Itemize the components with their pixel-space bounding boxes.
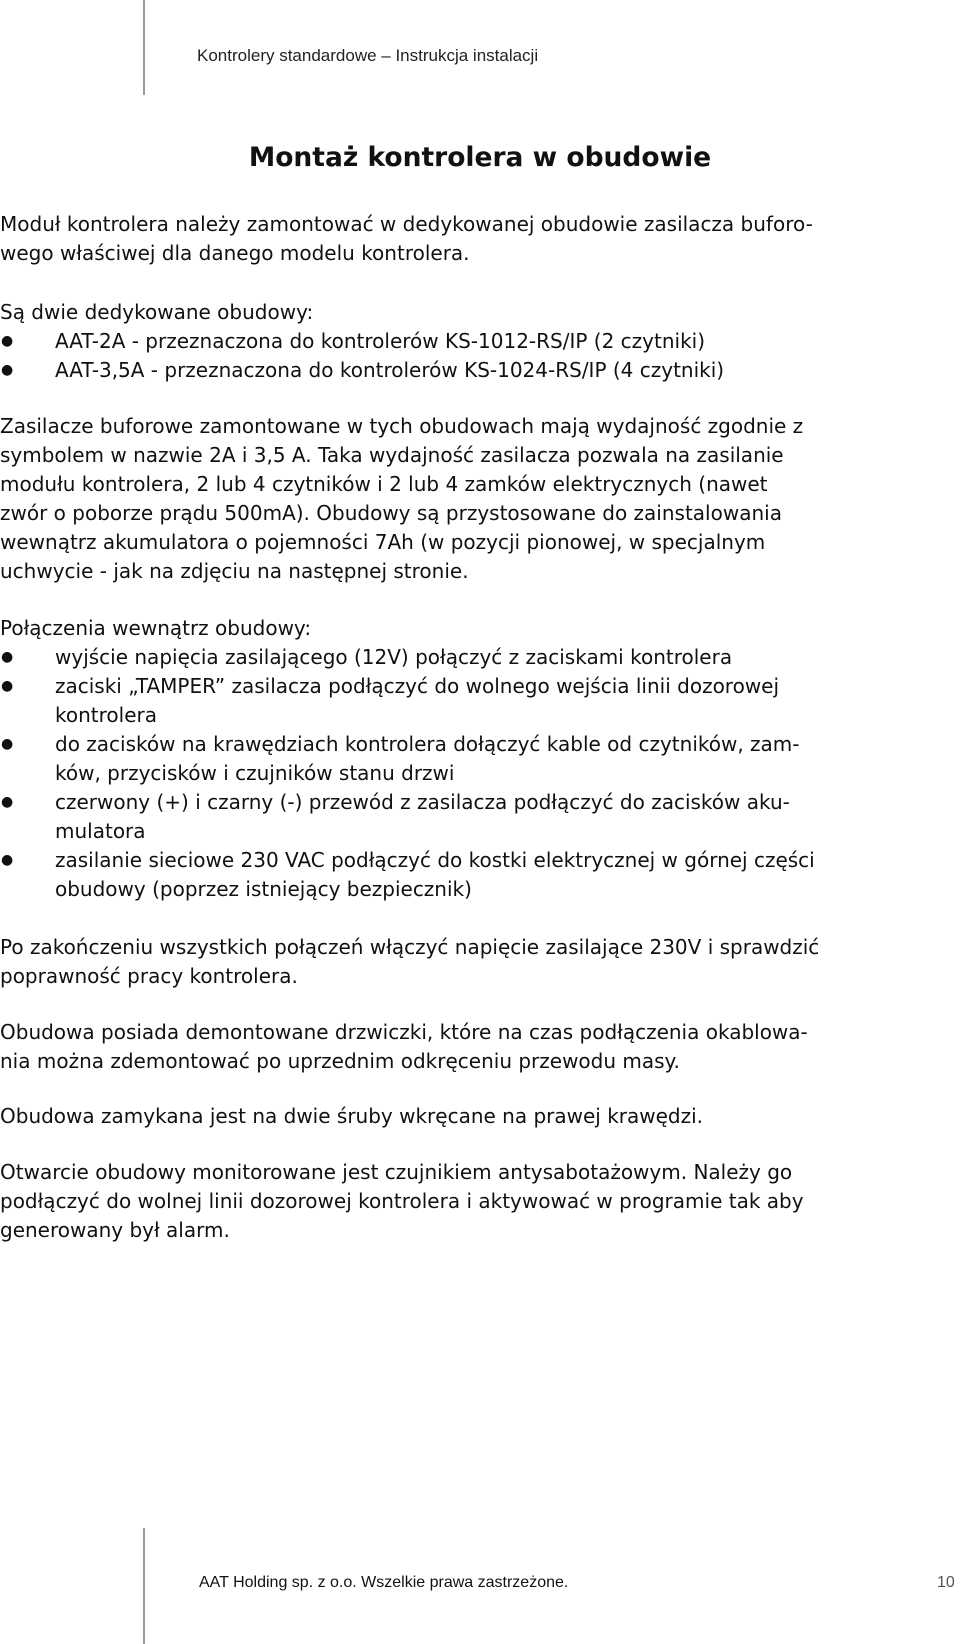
text-line: modułu kontrolera, 2 lub 4 czytników i 2 lub 4 zamków elektrycznych (nawet [0, 472, 768, 496]
after-connection-paragraph [0, 933, 950, 991]
list-item: ● do zacisków na krawędziach kontrolera dołączyć kable od czytników, zam- ków, przycisków i czujników stanu drzwi [1, 732, 800, 785]
bullet-icon: ● [1, 736, 14, 752]
connections-heading: Połączenia wewnątrz obudowy: [0, 616, 312, 640]
intro-paragraph [0, 210, 950, 268]
tamper-paragraph [0, 1158, 950, 1245]
text-line: Obudowa posiada demontowane drzwiczki, które na czas podłączenia okablowa- [0, 1020, 808, 1044]
text-line: wego właściwej dla danego modelu kontrolera. [0, 241, 470, 265]
list-item: ● AAT-3,5A - przeznaczona do kontrolerów KS-1024-RS/IP (4 czytniki) [0, 356, 950, 385]
bullet-icon: ● [1, 852, 14, 868]
page-number: 10 [937, 1574, 955, 1591]
bullet-icon: ● [1, 333, 14, 349]
text-line: poprawność pracy kontrolera. [0, 964, 298, 988]
list-item: ● czerwony (+) i czarny (-) przewód z zasilacza podłączyć do zacisków aku- mulatora [1, 790, 790, 843]
enclosures-list [0, 327, 950, 385]
header-vertical-rule [143, 0, 145, 95]
text-line: podłączyć do wolnej linii dozorowej kontrolera i aktywować w programie tak aby [0, 1189, 804, 1213]
text-line: nia można zdemontować po uprzednim odkręceniu przewodu masy. [0, 1049, 680, 1073]
list-item: ● zasilanie sieciowe 230 VAC podłączyć do kostki elektrycznej w górnej części obudowy (poprzez istniejący bezpiecznik) [1, 848, 815, 901]
footer-vertical-rule [143, 1528, 145, 1644]
text-line: symbolem w nazwie 2A i 3,5 A. Taka wydajność zasilacza pozwala na zasilanie [0, 443, 784, 467]
enclosures-heading: Są dwie dedykowane obudowy: [0, 300, 314, 324]
text-line: Zasilacze buforowe zamontowane w tych obudowach mają wydajność zgodnie z [0, 414, 804, 438]
footer-copyright: AAT Holding sp. z o.o. Wszelkie prawa zastrzeżone. [199, 1574, 569, 1591]
section-title: Montaż kontrolera w obudowie [248, 142, 712, 173]
text-line: generowany był alarm. [0, 1218, 230, 1242]
text-line: Otwarcie obudowy monitorowane jest czujnikiem antysabotażowym. Należy go [0, 1160, 793, 1184]
list-item: ● AAT-2A - przeznaczona do kontrolerów KS-1012-RS/IP (2 czytniki) [0, 327, 950, 356]
text-line: zwór o poborze prądu 500mA). Obudowy są przystosowane do zainstalowania [0, 501, 782, 525]
bullet-icon: ● [1, 362, 14, 378]
text-line: wewnątrz akumulatora o pojemności 7Ah (w pozycji pionowej, w specjalnym [0, 530, 766, 554]
bullet-icon: ● [1, 794, 14, 810]
text-line: Moduł kontrolera należy zamontować w dedykowanej obudowie zasilacza buforo- [0, 212, 813, 236]
list-item: ● wyjście napięcia zasilającego (12V) połączyć z zaciskami kontrolera [0, 643, 950, 672]
running-header: Kontrolery standardowe – Instrukcja instalacji [197, 46, 539, 65]
power-supply-paragraph [0, 412, 950, 586]
screws-paragraph: Obudowa zamykana jest na dwie śruby wkręcane na prawej krawędzi. [0, 1104, 704, 1128]
list-item: ● zaciski „TAMPER” zasilacza podłączyć do wolnego wejścia linii dozorowej kontrolera [1, 674, 780, 727]
text-line: Po zakończeniu wszystkich połączeń włączyć napięcie zasilające 230V i sprawdzić [0, 935, 820, 959]
door-paragraph [0, 1018, 950, 1076]
bullet-icon: ● [1, 678, 14, 694]
bullet-icon: ● [1, 649, 14, 665]
document-body [0, 210, 950, 1245]
connections-list [0, 643, 950, 904]
text-line: uchwycie - jak na zdjęciu na następnej stronie. [0, 559, 469, 583]
